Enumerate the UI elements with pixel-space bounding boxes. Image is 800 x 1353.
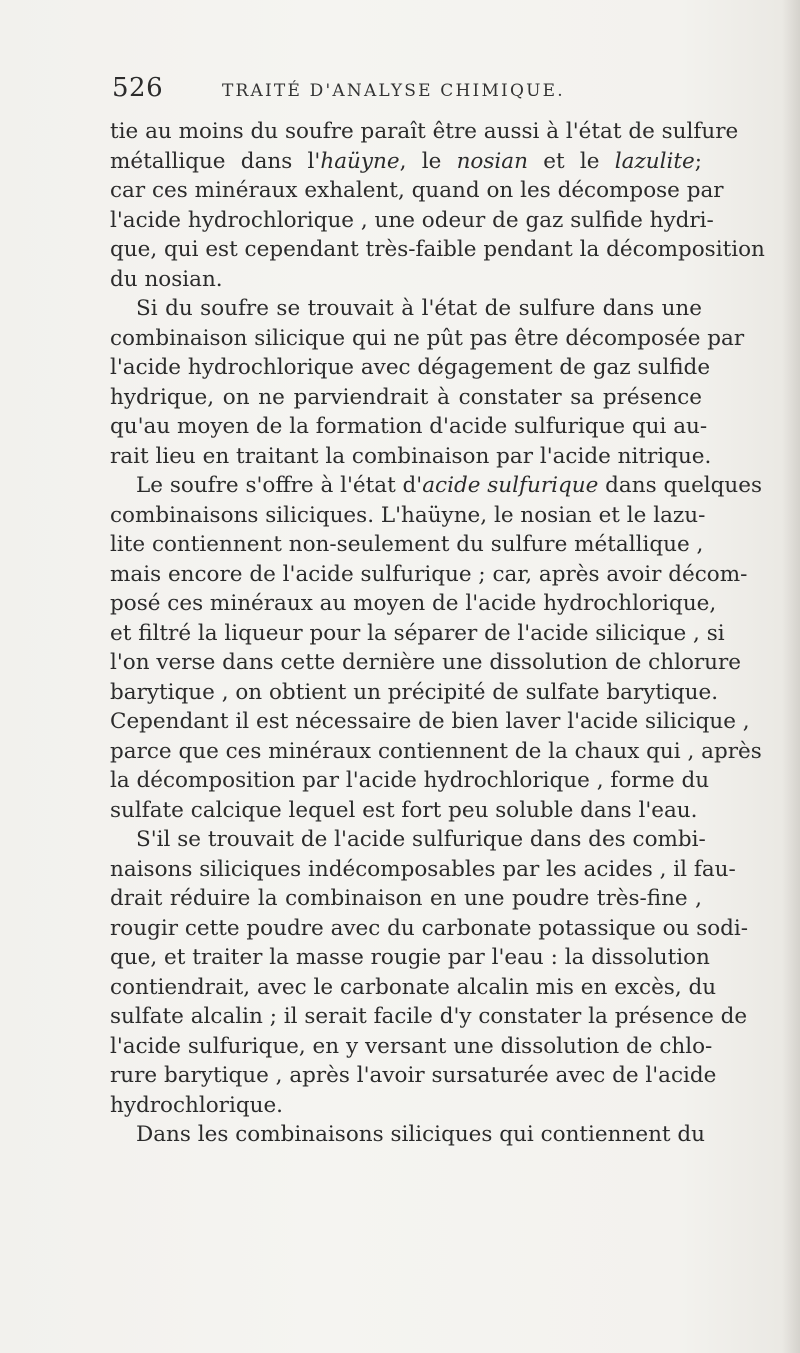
text-line: du nosian. <box>110 266 223 292</box>
text-line: sulfate calcique lequel est fort peu soluble dans l'eau. <box>110 797 698 823</box>
text-line: et filtré la liqueur pour la séparer de l'acide silicique , si <box>110 620 725 646</box>
page-header <box>112 73 712 103</box>
text-line: que, et traiter la masse rougie par l'eau : la dissolution <box>110 945 710 970</box>
text-line: car ces minéraux exhalent, quand on les décompose par <box>110 178 724 203</box>
text-line: hydrique, on ne parviendrait à constater sa présence <box>110 384 702 410</box>
text-line: rougir cette poudre avec du carbonate potassique ou sodi- <box>110 915 749 941</box>
text-line: qu'au moyen de la formation d'acide sulfurique qui au- <box>110 414 708 439</box>
text-line: Dans les combinaisons siliciques qui contiennent du <box>136 1122 706 1147</box>
text-line: posé ces minéraux au moyen de l'acide hydrochlorique, <box>110 591 717 616</box>
text-line: Le soufre s'offre à l'état d'acide sulfurique dans quelques <box>136 473 763 498</box>
text-line: rure barytique , après l'avoir sursaturée avec de l'acide <box>110 1063 717 1088</box>
page-edge-shadow <box>782 0 800 1353</box>
running-title: TRAITÉ D'ANALYSE CHIMIQUE. <box>222 81 565 101</box>
page-number: 526 <box>112 73 164 103</box>
text-line: tie au moins du soufre paraît être aussi à l'état de sulfure <box>110 119 739 144</box>
text-line: sulfate alcalin ; il serait facile d'y constater la présence de <box>110 1004 748 1029</box>
text-line: l'acide hydrochlorique , une odeur de gaz sulfide hydri- <box>110 207 714 233</box>
text-line: S'il se trouvait de l'acide sulfurique dans des combi- <box>136 827 706 852</box>
text-line: naisons siliciques indécomposables par les acides , il fau- <box>110 856 736 882</box>
text-line: contiendrait, avec le carbonate alcalin mis en excès, du <box>110 974 717 1000</box>
text-line: combinaisons siliciques. L'haüyne, le nosian et le lazu- <box>110 502 706 528</box>
text-line: combinaison silicique qui ne pût pas être décomposée par <box>110 325 745 351</box>
text-line: métallique dans l'haüyne, le nosian et le lazulite; <box>110 148 703 174</box>
text-line: Cependant il est nécessaire de bien laver l'acide silicique , <box>110 709 750 734</box>
text-line: la décomposition par l'acide hydrochlorique , forme du <box>110 768 710 793</box>
text-line: barytique , on obtient un précipité de sulfate barytique. <box>110 679 719 705</box>
text-line: l'acide hydrochlorique avec dégagement de gaz sulfide <box>110 355 711 380</box>
text-line: que, qui est cependant très-faible pendant la décomposition <box>110 237 765 262</box>
body-text <box>110 117 765 1150</box>
text-line: Si du soufre se trouvait à l'état de sulfure dans une <box>136 296 702 321</box>
text-line: rait lieu en traitant la combinaison par l'acide nitrique. <box>110 443 712 469</box>
text-line: mais encore de l'acide sulfurique ; car, après avoir décom- <box>110 561 748 587</box>
text-line: drait réduire la combinaison en une poudre très-fine , <box>110 886 702 911</box>
text-line: hydrochlorique. <box>110 1092 284 1118</box>
text-line: l'acide sulfurique, en y versant une dissolution de chlo- <box>110 1033 713 1059</box>
text-line: l'on verse dans cette dernière une dissolution de chlorure <box>110 650 742 675</box>
text-line: parce que ces minéraux contiennent de la chaux qui , après <box>110 738 762 764</box>
text-line: lite contiennent non-seulement du sulfure métallique , <box>110 532 704 557</box>
